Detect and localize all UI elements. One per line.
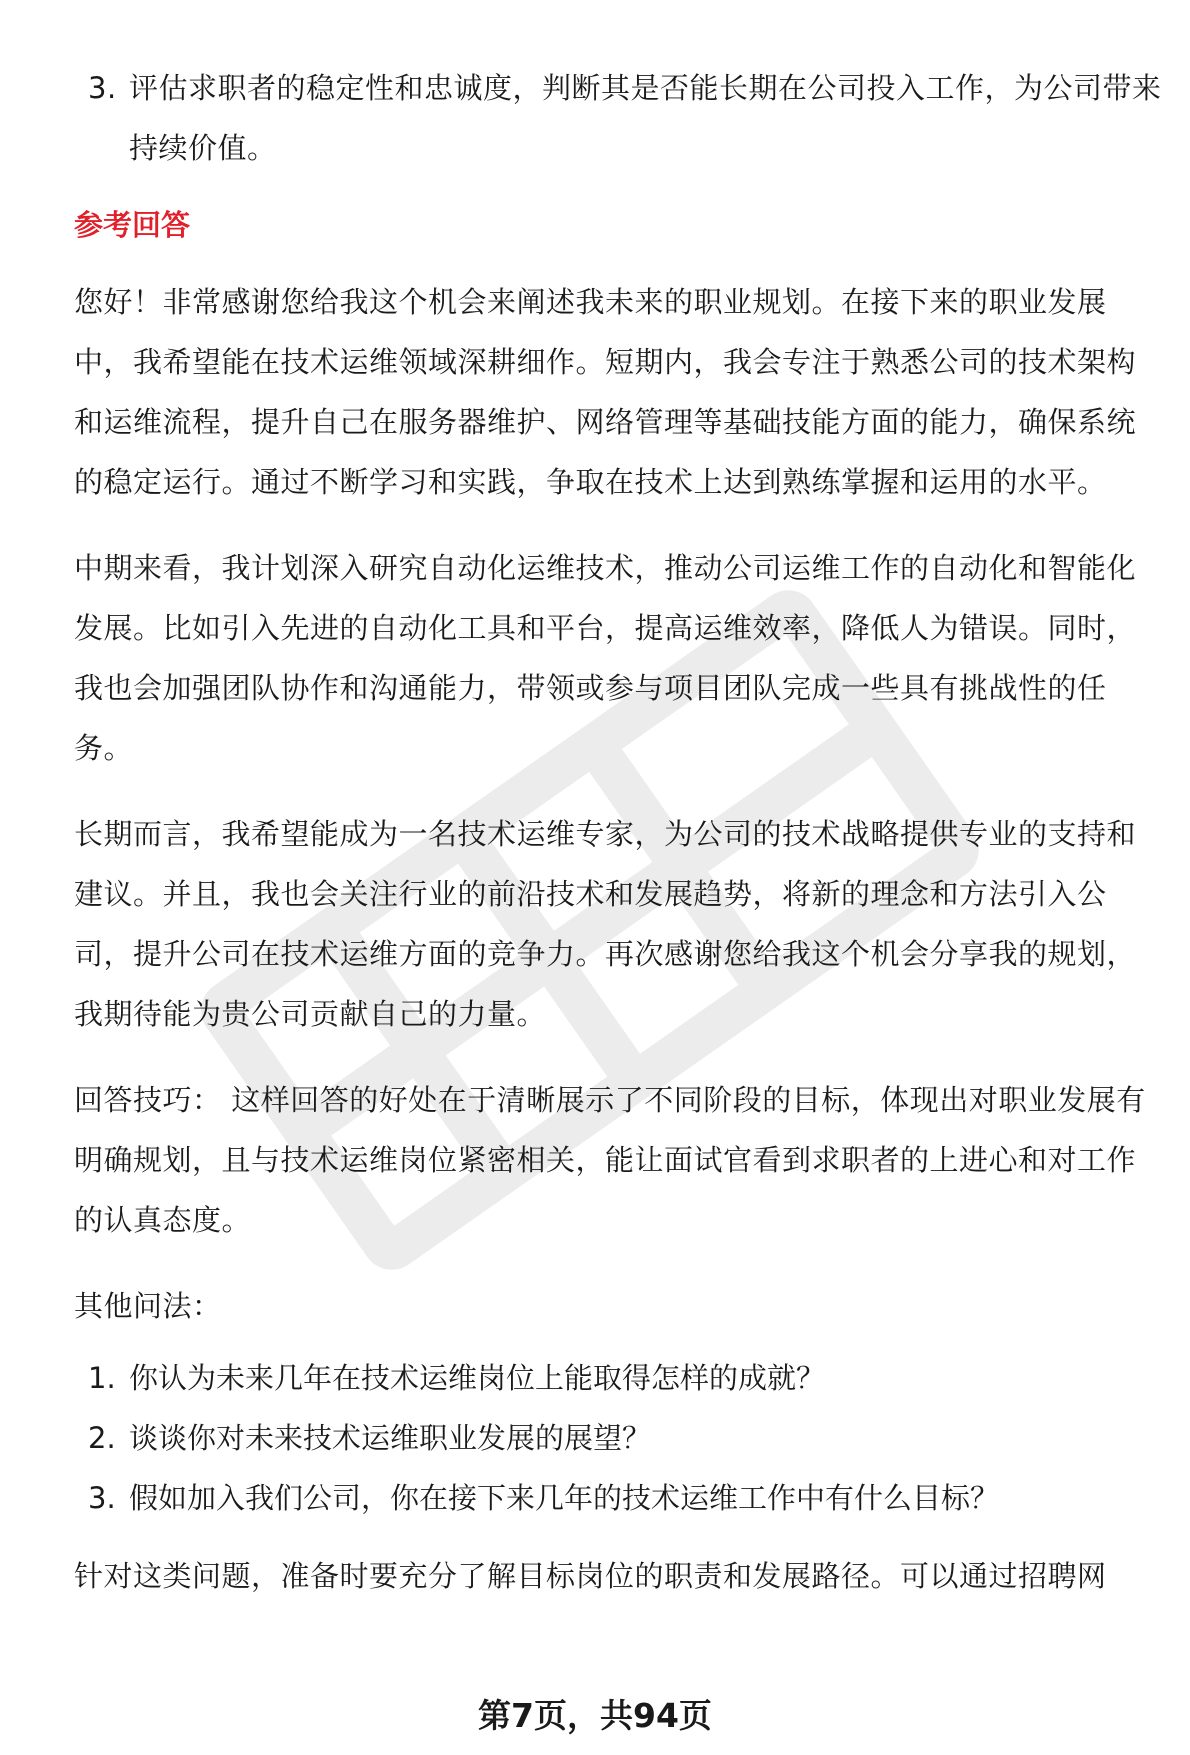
answer-paragraph-2: 中期来看，我计划深入研究自动化运维技术，推动公司运维工作的自动化和智能化发展。比如引入先进的自动化工具和平台，提高运维效率，降低人为错误。同时，我也会加强团队协作和沟通能力，带领或参与项目团队完成一些具有挑战性的任务。 xyxy=(74,551,1137,765)
list-item xyxy=(74,1348,1164,1408)
other-questions-heading: 其他问法： xyxy=(74,1289,222,1323)
list-number: 1. xyxy=(88,1361,116,1395)
answer-heading: 参考回答 xyxy=(74,208,191,242)
closing-paragraph: 针对这类问题，准备时要充分了解目标岗位的职责和发展路径。可以通过招聘网 xyxy=(74,1559,1107,1593)
document-body xyxy=(74,58,1164,1606)
list-number: 3. xyxy=(88,1481,116,1515)
list-item-text: 假如加入我们公司，你在接下来几年的技术运维工作中有什么目标？ xyxy=(129,1481,1000,1515)
list-item xyxy=(74,1468,1164,1528)
answer-paragraph-1: 您好！非常感谢您给我这个机会来阐述我未来的职业规划。在接下来的职业发展中，我希望能在技术运维领域深耕细作。短期内，我会专注于熟悉公司的技术架构和运维流程，提升自己在服务器维护、网络管理等基础技能方面的能力，确保系统的稳定运行。通过不断学习和实践，争取在技术上达到熟练掌握和运用的水平。 xyxy=(74,285,1137,499)
list-item xyxy=(74,1408,1164,1468)
list-number: 3. xyxy=(88,71,117,105)
answer-paragraph-3: 长期而言，我希望能成为一名技术运维专家，为公司的技术战略提供专业的支持和建议。并且，我也会关注行业的前沿技术和发展趋势，将新的理念和方法引入公司，提升公司在技术运维方面的竞争力。再次感谢您给我这个机会分享我的规划，我期待能为贵公司贡献自己的力量。 xyxy=(74,817,1137,1031)
tips-paragraph: 回答技巧： 这样回答的好处在于清晰展示了不同阶段的目标，体现出对职业发展有明确规划，且与技术运维岗位紧密相关，能让面试官看到求职者的上进心和对工作的认真态度。 xyxy=(74,1083,1146,1237)
list-item-text: 你认为未来几年在技术运维岗位上能取得怎样的成就？ xyxy=(129,1361,826,1395)
list-item-text: 谈谈你对未来技术运维职业发展的展望？ xyxy=(129,1421,652,1455)
list-number: 2. xyxy=(88,1421,116,1455)
intro-list-item xyxy=(74,58,1164,178)
list-item-text: 评估求职者的稳定性和忠诚度，判断其是否能长期在公司投入工作，为公司带来持续价值。 xyxy=(129,71,1162,165)
page-number-footer: 第7页，共94页 xyxy=(478,1696,712,1735)
